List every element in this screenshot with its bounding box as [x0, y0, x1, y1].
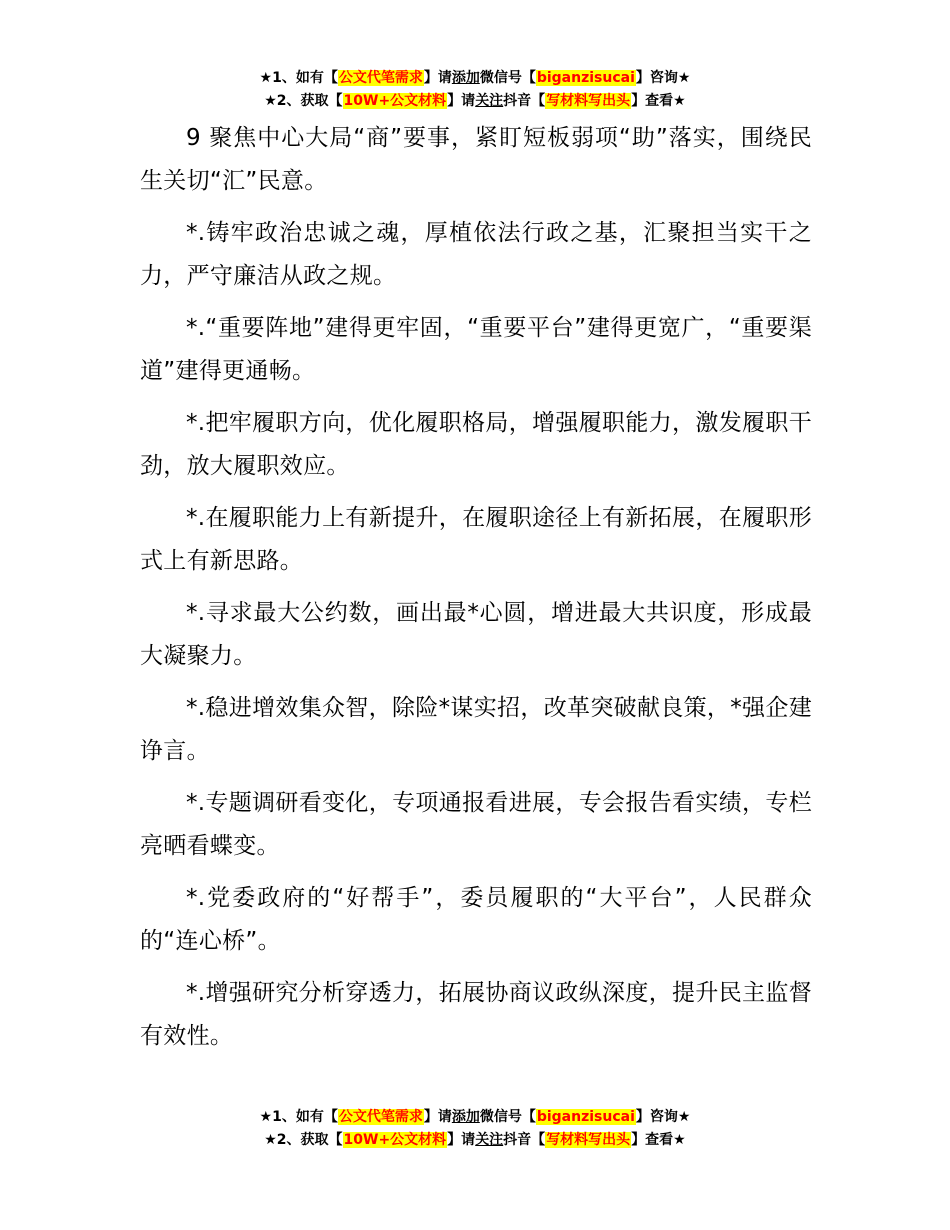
banner-highlight: 写材料写出头	[546, 93, 631, 109]
banner-text: 】查看★	[631, 93, 686, 109]
banner-text: 】查看★	[631, 1132, 686, 1148]
paragraph: *.寻求最大公约数，画出最*心圆，增进最大共识度，形成最大凝聚力。	[140, 600, 812, 669]
banner-line-1	[0, 67, 950, 90]
banner-highlight: 写材料写出头	[546, 1132, 631, 1148]
banner-line-2	[0, 1129, 950, 1152]
banner-underlined-text: 添加	[451, 1109, 480, 1125]
banner-underlined-text: 关注	[475, 1132, 504, 1148]
banner-highlight: biganzisucai	[536, 1109, 635, 1125]
banner-underlined-text: 添加	[451, 70, 480, 86]
paragraph: *.在履职能力上有新提升，在履职途径上有新拓展，在履职形式上有新思路。	[140, 505, 812, 574]
banner-text: 微信号【	[479, 70, 536, 86]
banner-text: 】请	[423, 1109, 452, 1125]
banner-text: 抖音【	[503, 93, 546, 109]
paragraph: *.把牢履职方向，优化履职格局，增强履职能力，激发履职干劲，放大履职效应。	[140, 410, 812, 479]
document-body	[140, 117, 812, 1067]
banner-highlight: 10W+公文材料	[343, 93, 447, 109]
paragraph: *.“重要阵地”建得更牢固，“重要平台”建得更宽广，“重要渠道”建得更通畅。	[140, 315, 812, 384]
banner-highlight: biganzisucai	[536, 70, 635, 86]
banner-text: ★2、获取【	[264, 93, 343, 109]
paragraph: 9 聚焦中心大局“商”要事，紧盯短板弱项“助”落实，围绕民生关切“汇”民意。	[140, 125, 812, 194]
banner-text: 】请	[423, 70, 452, 86]
paragraph: *.稳进增效集众智，除险*谋实招，改革突破献良策，*强企建诤言。	[140, 695, 812, 764]
banner-text: 】咨询★	[635, 70, 691, 86]
banner-underlined-text: 关注	[475, 93, 504, 109]
banner-highlight: 公文代笔需求	[338, 70, 423, 86]
banner-text: ★1、如有【	[259, 1109, 338, 1125]
banner-highlight: 10W+公文材料	[343, 1132, 447, 1148]
banner-highlight: 公文代笔需求	[338, 1109, 423, 1125]
banner-text: ★2、获取【	[264, 1132, 343, 1148]
banner-text: 】咨询★	[635, 1109, 691, 1125]
banner-text: 抖音【	[503, 1132, 546, 1148]
banner-text: 】请	[447, 1132, 476, 1148]
banner-text: 】请	[447, 93, 476, 109]
footer-banner	[0, 1106, 950, 1152]
paragraph: *.铸牢政治忠诚之魂，厚植依法行政之基，汇聚担当实干之力，严守廉洁从政之规。	[140, 220, 812, 289]
paragraph: *.增强研究分析穿透力，拓展协商议政纵深度，提升民主监督有效性。	[140, 980, 812, 1049]
paragraph: *.党委政府的“好帮手”，委员履职的“大平台”，人民群众的“连心桥”。	[140, 885, 812, 954]
banner-line-2	[0, 90, 950, 113]
header-banner	[0, 67, 950, 113]
banner-text: 微信号【	[479, 1109, 536, 1125]
banner-text: ★1、如有【	[259, 70, 338, 86]
banner-line-1	[0, 1106, 950, 1129]
paragraph: *.专题调研看变化，专项通报看进展，专会报告看实绩，专栏亮晒看蝶变。	[140, 790, 812, 859]
